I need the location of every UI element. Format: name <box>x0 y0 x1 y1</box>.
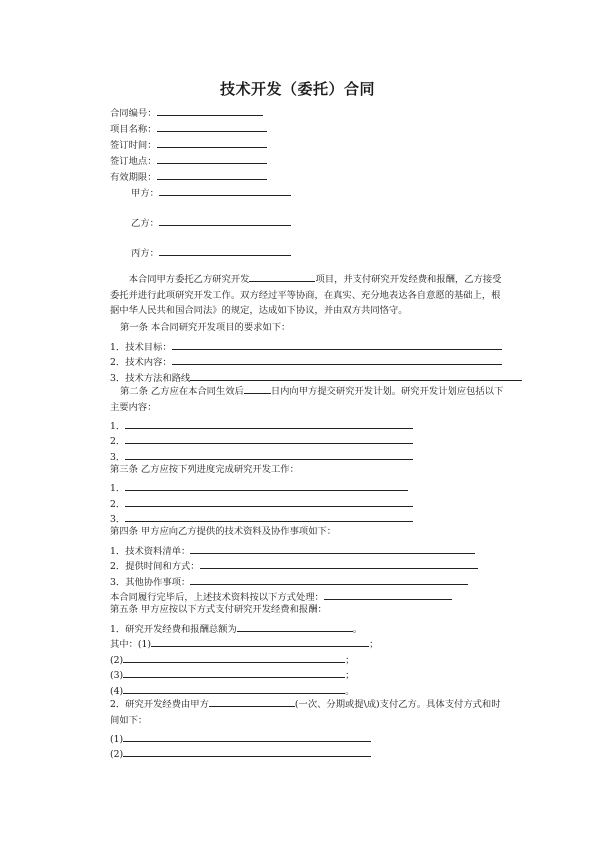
blank-line[interactable] <box>209 696 295 707</box>
blank-line[interactable] <box>157 121 267 132</box>
after-text: 本合同履行完毕后，上述技术资料按以下方式处理： <box>110 592 324 603</box>
intro-paragraph <box>110 271 506 319</box>
blank-line[interactable] <box>190 543 475 554</box>
party-a <box>131 185 291 200</box>
blank-line[interactable] <box>125 496 413 507</box>
field-label: 有效期限： <box>110 172 157 183</box>
article-5-payment-item <box>110 746 371 761</box>
field-label: 合同编号： <box>110 108 157 119</box>
blank-line[interactable] <box>125 433 413 444</box>
item-label: (1) <box>110 734 124 745</box>
blank-line[interactable] <box>125 449 413 460</box>
blank-line[interactable] <box>159 185 291 196</box>
item-label: 3．其他协作事项： <box>110 577 191 588</box>
blank-line[interactable] <box>125 418 413 429</box>
item-label: 2． <box>110 499 126 510</box>
item-label: (3) <box>110 670 124 681</box>
article-1-item <box>110 339 502 354</box>
total-label: 1．研究开发经费和报酬总额为 <box>110 624 237 635</box>
item-label: 3． <box>110 452 126 463</box>
blank-line[interactable] <box>159 215 291 226</box>
item-label: 3．技术方法和路线 <box>110 373 191 384</box>
article-2-paragraph <box>110 383 506 415</box>
field-sign-place <box>110 153 267 168</box>
punctuation: ； <box>345 670 355 681</box>
blank-line[interactable] <box>190 370 522 381</box>
field-contract-number <box>110 105 263 120</box>
item-label: 3． <box>110 514 126 525</box>
item-label: 1． <box>110 483 126 494</box>
party-label: 丙方： <box>131 248 159 259</box>
item-label: 2．提供时间和方式： <box>110 561 200 572</box>
item-label: 1． <box>110 421 126 432</box>
blank-line[interactable] <box>123 667 345 678</box>
item-label: 2．技术内容： <box>110 357 172 368</box>
article-4-heading: 第四条 甲方应向乙方提供的技术资料及协作事项如下： <box>110 526 337 537</box>
item-label: (4) <box>110 686 124 697</box>
article-2-item <box>110 418 413 433</box>
article-5-payment <box>110 696 506 728</box>
payment-text: 2．研究开发经费由甲方 <box>110 699 209 710</box>
blank-line[interactable] <box>123 683 345 694</box>
article-5-heading: 第五条 甲方应按以下方式支付研究开发经费和报酬： <box>110 604 327 615</box>
blank-line[interactable] <box>190 574 468 585</box>
blank-line[interactable] <box>157 137 267 148</box>
blank-line[interactable] <box>123 652 345 663</box>
item-label: (2) <box>110 749 124 760</box>
field-validity <box>110 169 267 184</box>
article-2-text: 日内向甲方提交研究开发计划。研究开发计划应包括以下主要内容： <box>110 386 504 413</box>
party-label: 乙方： <box>131 218 159 229</box>
blank-line[interactable] <box>237 621 353 632</box>
article-5-subitem <box>110 636 378 651</box>
article-4-after <box>110 589 452 604</box>
item-label: (2) <box>110 655 124 666</box>
article-5-subitem <box>110 652 354 667</box>
article-2-text: 第二条 乙方应在本合同生效后 <box>120 386 244 397</box>
item-label: 1．技术资料清单： <box>110 546 191 557</box>
item-label: 1．技术目标： <box>110 342 172 353</box>
intro-text: 本合同甲方委托乙方研究开发 <box>128 274 250 285</box>
field-label: 项目名称： <box>110 124 157 135</box>
blank-line[interactable] <box>200 558 478 569</box>
blank-line[interactable] <box>125 480 408 491</box>
article-4-item <box>110 574 468 589</box>
punctuation: 。 <box>352 624 363 635</box>
article-3-item <box>110 496 413 511</box>
punctuation: 。 <box>345 686 355 697</box>
field-label: 签订时间： <box>110 140 157 151</box>
article-1-heading: 第一条 本合同研究开发项目的要求如下： <box>120 322 291 333</box>
blank-line[interactable] <box>125 511 413 522</box>
document-title: 技术开发（委托）合同 <box>219 80 375 98</box>
party-label: 甲方： <box>131 188 159 199</box>
article-4-item <box>110 543 475 558</box>
blank-line[interactable] <box>151 636 369 647</box>
blank-line[interactable] <box>123 731 371 742</box>
party-b <box>131 215 291 230</box>
party-c <box>131 245 291 260</box>
article-4-item <box>110 558 478 573</box>
article-2-item <box>110 433 413 448</box>
blank-line[interactable] <box>172 339 502 350</box>
field-label: 签订地点： <box>110 156 157 167</box>
blank-line[interactable] <box>324 589 452 600</box>
punctuation: ； <box>369 639 379 650</box>
punctuation: ； <box>345 655 355 666</box>
blank-line[interactable] <box>244 383 271 394</box>
item-label: 2． <box>110 436 126 447</box>
article-3-heading: 第三条 乙方应按下列进度完成研究开发工作： <box>110 464 299 475</box>
article-5-payment-item <box>110 731 371 746</box>
article-5-total <box>110 621 362 636</box>
blank-line[interactable] <box>159 245 291 256</box>
blank-line[interactable] <box>157 169 267 180</box>
article-1-item <box>110 354 502 369</box>
article-5-subitem <box>110 667 354 682</box>
blank-line[interactable] <box>123 746 371 757</box>
item-label: 其中：(1) <box>110 639 152 650</box>
article-2-item <box>110 449 413 464</box>
article-3-item <box>110 480 408 495</box>
blank-line[interactable] <box>249 271 315 282</box>
blank-line[interactable] <box>157 105 263 116</box>
blank-line[interactable] <box>157 153 267 164</box>
field-sign-time <box>110 137 267 152</box>
field-project-name <box>110 121 267 136</box>
payment-text: (一次、分期或提\成)支付乙方。具体支付方式和时间如下： <box>110 699 501 726</box>
article-3-item <box>110 511 413 526</box>
intro-text: 项目，并支付研究开发经费和报酬，乙方接受委托并进行此项研究开发工作。双方经过平等协商，在真实、充分地表达各自意愿的基础上，根据中华人民共和国合同法》的规定，达成如下协议，并由双方共同恪守。 <box>110 274 502 316</box>
blank-line[interactable] <box>172 354 502 365</box>
